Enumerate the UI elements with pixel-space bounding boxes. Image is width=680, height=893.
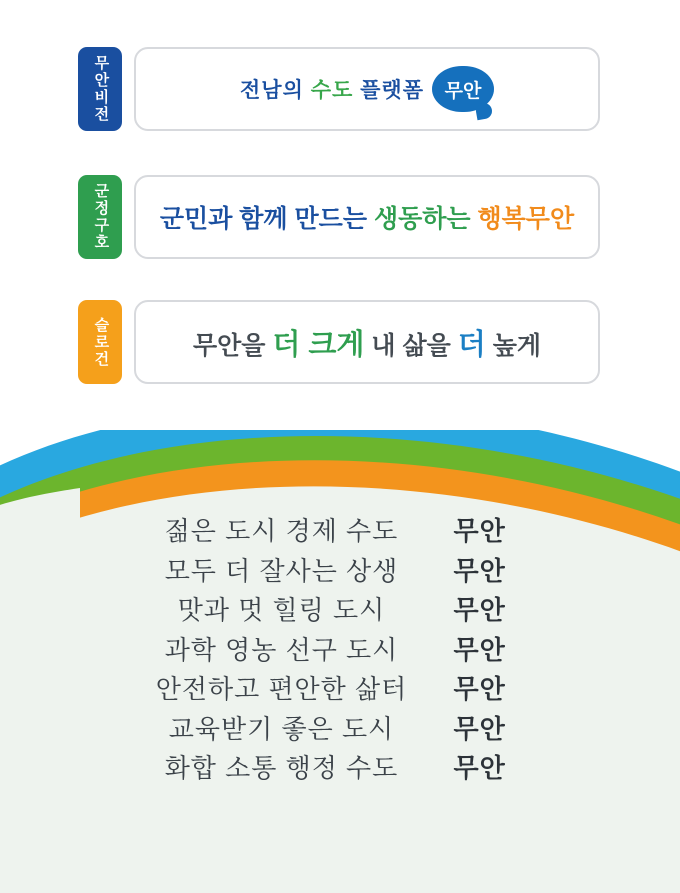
slogan-tag <box>78 175 122 259</box>
motto-text <box>193 322 541 363</box>
vision-row <box>78 47 600 131</box>
list-item-brand: 무안 <box>453 674 506 705</box>
list-item-phrase: 화합 소통 행정 수도 <box>164 753 399 784</box>
list-item <box>0 512 680 552</box>
muan-badge <box>432 66 494 112</box>
motto-tag <box>78 300 122 384</box>
list-item-phrase: 안전하고 편안한 삶터 <box>155 674 408 705</box>
slogan-part3: 행복무안 <box>477 205 575 233</box>
slogan-tag-label: 군정구호 <box>92 183 110 251</box>
vision-text <box>240 74 424 104</box>
slogan-text <box>160 199 574 235</box>
list-item-phrase: 맛과 멋 힐링 도시 <box>177 595 386 626</box>
list-item-phrase: 모두 더 잘사는 상생 <box>164 555 399 586</box>
list-item-brand: 무안 <box>453 634 506 665</box>
list-item <box>0 631 680 671</box>
slogan-panel <box>134 175 600 259</box>
slogan-row <box>78 175 600 259</box>
list-item-phrase: 교육받기 좋은 도시 <box>168 713 395 744</box>
list-item-brand: 무안 <box>453 753 506 784</box>
list-item <box>0 710 680 750</box>
list-item-brand: 무안 <box>453 713 506 744</box>
vision-panel <box>134 47 600 131</box>
motto-part4: 더 <box>457 328 486 361</box>
motto-part5: 높게 <box>492 331 542 360</box>
vision-text-prefix: 전남의 <box>240 79 304 102</box>
list-item <box>0 591 680 631</box>
list-item <box>0 552 680 592</box>
vision-tag <box>78 47 122 131</box>
slogan-part1: 군민과 함께 만드는 <box>159 205 367 233</box>
motto-tag-label: 슬로건 <box>92 316 110 368</box>
vision-tag-label: 무안비전 <box>92 55 110 123</box>
list-item-phrase: 젊은 도시 경제 수도 <box>164 516 399 546</box>
motto-part2: 더 크게 <box>272 328 365 361</box>
motto-panel <box>134 300 600 384</box>
vision-content <box>240 66 494 112</box>
motto-row <box>78 300 600 384</box>
list-item-brand: 무안 <box>453 555 506 586</box>
list-item <box>0 749 680 789</box>
vision-text-suffix: 플랫폼 <box>360 79 424 102</box>
vision-text-accent: 수도 <box>310 79 354 102</box>
list-item-brand: 무안 <box>453 595 506 626</box>
list-item-brand: 무안 <box>453 516 506 546</box>
motto-part3: 내 삶을 <box>371 331 451 360</box>
slogan-part2: 생동하는 <box>373 205 471 233</box>
list-item <box>0 670 680 710</box>
muan-badge-label: 무안 <box>444 80 482 102</box>
motto-part1: 무안을 <box>192 331 266 360</box>
goal-list <box>0 512 680 789</box>
list-item-phrase: 과학 영농 선구 도시 <box>164 634 399 665</box>
